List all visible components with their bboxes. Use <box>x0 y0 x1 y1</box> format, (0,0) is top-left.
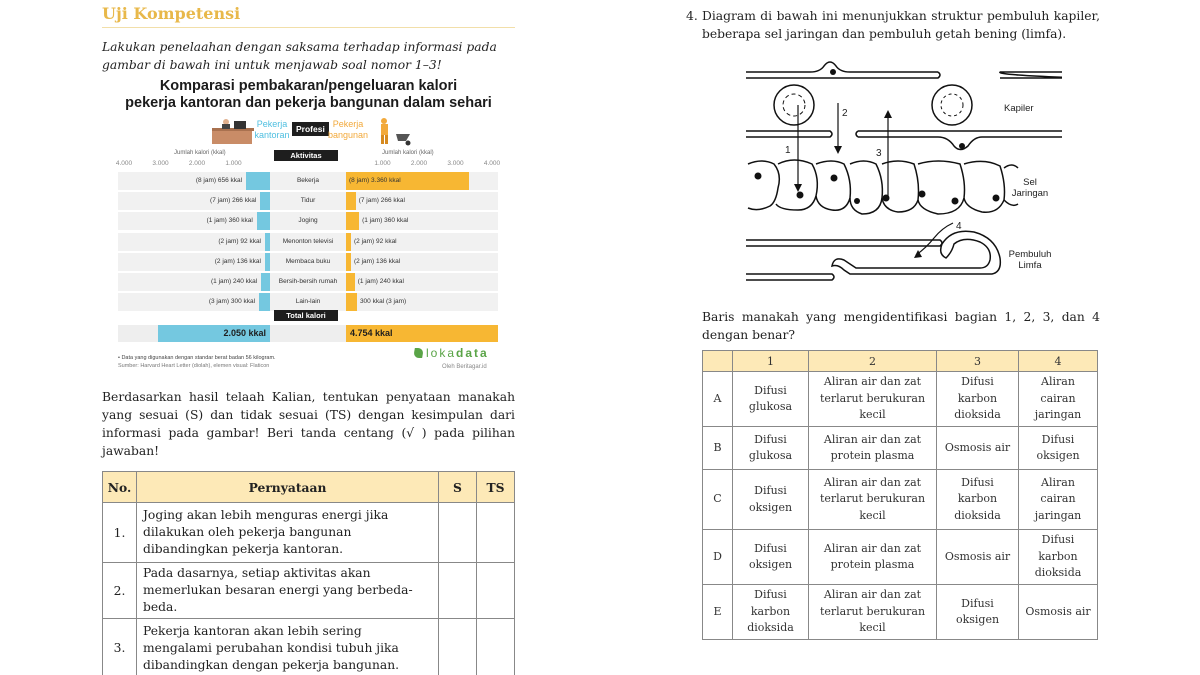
legend-office-line1: Pekerja <box>256 119 288 129</box>
row-number: 2. <box>103 563 137 619</box>
checkbox-s[interactable] <box>439 619 477 675</box>
office-worker-icon <box>212 118 254 144</box>
row-statement: Joging akan lebih menguras energi jika dilakukan oleh pekerja bangunan dibandingkan pekerja kantoran. <box>137 503 439 563</box>
data-label-office-2: (1 jam) 360 kkal <box>206 217 253 225</box>
row-statement: Pekerja kantoran akan lebih sering mengalami perubahan kondisi tubuh jika dibandingkan dengan pekerja bangunan. <box>137 619 439 675</box>
activity-label-1: Tidur <box>300 197 316 205</box>
data-label-construction-2: (1 jam) 360 kkal <box>362 217 409 225</box>
question-text: Berdasarkan hasil telaah Kalian, tentukan penyataan manakah yang sesuai (S) dan tidak sesuai (TS) dengan kesimpulan dari informasi pada gambar! Beri tanda centang (√ ) pada pilihan jawaban! <box>102 390 515 458</box>
tick-label-l-3000: 3.000 <box>152 160 169 167</box>
bar-office-0 <box>246 172 270 190</box>
option-cell-4: Aliran cairan jaringan <box>1019 372 1098 427</box>
table-row <box>103 503 515 563</box>
option-cell-2: Aliran air dan zat terlarut berukuran kecil <box>809 372 937 427</box>
label-limfa-line1: Pembuluh <box>1008 249 1052 260</box>
option-cell-1: Difusi karbon dioksida <box>733 585 809 640</box>
option-cell-1: Difusi glukosa <box>733 427 809 470</box>
option-cell-1: Difusi oksigen <box>733 530 809 585</box>
question-4-prompt: Baris manakah yang mengidentifikasi bagian 1, 2, 3, dan 4 dengan benar? <box>702 310 1100 342</box>
option-cell-3: Osmosis air <box>937 530 1019 585</box>
activity-label-0: Bekerja <box>296 177 320 184</box>
bar-construction-2 <box>346 212 359 230</box>
answer-option-row-b[interactable] <box>703 427 1098 470</box>
option-cell-4: Aliran cairan jaringan <box>1019 470 1098 530</box>
label-sel-line2: Jaringan <box>1011 188 1049 199</box>
checkbox-s[interactable] <box>439 563 477 619</box>
option-cell-4: Difusi oksigen <box>1019 427 1098 470</box>
bar-office-3 <box>265 233 270 251</box>
data-label-construction-6: 300 kkal (3 jam) <box>359 298 407 306</box>
total-row <box>118 325 498 342</box>
table-row <box>103 563 515 619</box>
answer-option-row-a[interactable] <box>703 372 1098 427</box>
data-label-construction-5: (1 jam) 240 kkal <box>357 278 404 285</box>
option-cell-1: Difusi glukosa <box>733 372 809 427</box>
tick-label-l-4000: 4.000 <box>115 160 133 167</box>
row-statement: Pada dasarnya, setiap aktivitas akan memerlukan besaran energi yang berbeda-beda. <box>137 563 439 619</box>
question-4 <box>686 0 1100 43</box>
header-blank <box>703 351 733 372</box>
logo-subtitle: Oleh Beritagar.id <box>442 364 487 370</box>
logo-text-bold: data <box>456 346 489 360</box>
option-cell-1: Difusi oksigen <box>733 470 809 530</box>
answer-table-body <box>703 372 1098 640</box>
header-3: 3 <box>937 351 1019 372</box>
header-ts: TS <box>477 472 515 503</box>
marker-4: 4 <box>956 221 962 232</box>
row-number: 1. <box>103 503 137 563</box>
option-cell-2: Aliran air dan zat terlarut berukuran kecil <box>809 585 937 640</box>
data-label-construction-4: (2 jam) 136 kkal <box>354 257 401 265</box>
infographic-title-line2: pekerja kantoran dan pekerja bangunan dalam sehari <box>125 95 492 111</box>
section-title: Uji Kompetensi <box>102 0 515 28</box>
left-page <box>102 0 515 675</box>
aktivitas-badge: Aktivitas <box>274 150 338 161</box>
total-bar-construction: 4.754 kkal <box>346 325 498 342</box>
total-bar-office: 2.050 kkal <box>158 325 270 342</box>
option-cell-3: Osmosis air <box>937 427 1019 470</box>
checkbox-ts[interactable] <box>477 619 515 675</box>
answer-table-header <box>703 351 1098 372</box>
header-pernyataan: Pernyataan <box>137 472 439 503</box>
legend-office-line2: kantoran <box>254 130 290 140</box>
tick-label-l-2000: 2.000 <box>188 160 206 167</box>
infographic-title-line1: Komparasi pembakaran/pengeluaran kalori <box>159 78 458 94</box>
option-cell-3: Difusi oksigen <box>937 585 1019 640</box>
marker-2: 2 <box>842 108 848 119</box>
bar-office-6 <box>259 293 270 311</box>
table-row <box>103 619 515 675</box>
marker-3: 3 <box>876 148 882 159</box>
checkbox-s[interactable] <box>439 503 477 563</box>
marker-1: 1 <box>785 145 791 156</box>
option-letter: D <box>703 530 733 585</box>
data-label-construction-0: (8 jam) 3.360 kkal <box>349 177 401 184</box>
option-letter: E <box>703 585 733 640</box>
option-cell-2: Aliran air dan zat protein plasma <box>809 427 937 470</box>
bar-office-2 <box>257 212 270 230</box>
chart-bars <box>118 172 498 307</box>
answer-option-row-e[interactable] <box>703 585 1098 640</box>
axis-title-right: Jumlah kalori (kkal) <box>382 150 434 156</box>
checkbox-ts[interactable] <box>477 503 515 563</box>
header-2: 2 <box>809 351 937 372</box>
activity-label-3: Menonton televisi <box>282 237 334 245</box>
bar-construction-3 <box>346 233 351 251</box>
legend-construction-line2: bangunan <box>328 130 369 140</box>
header-s: S <box>439 472 477 503</box>
activity-label-6: Lain-lain <box>295 298 321 306</box>
intro-instruction: Lakukan penelaahan dengan saksama terhadap informasi pada gambar di bawah ini untuk menjawab soal nomor 1–3! <box>102 40 497 72</box>
lokadata-logo <box>414 346 489 360</box>
row-number: 3. <box>103 619 137 675</box>
activity-label-4: Membaca buku <box>285 257 331 265</box>
tick-label-r-1000: 1.000 <box>374 160 391 167</box>
infographic-title <box>102 78 515 112</box>
capillary-diagram <box>742 58 1062 288</box>
data-note: • Data yang digunakan dengan standar berat badan 56 kilogram. <box>118 355 276 361</box>
lymph-wall-top <box>746 240 942 246</box>
answer-option-row-c[interactable] <box>703 470 1098 530</box>
data-label-office-0: (8 jam) 656 kkal <box>195 177 243 184</box>
header-4: 4 <box>1019 351 1098 372</box>
bar-office-1 <box>260 192 270 210</box>
bar-construction-4 <box>346 253 351 271</box>
legend-construction-line1: Pekerja <box>332 119 364 129</box>
tick-label-r-3000: 3.000 <box>447 160 464 167</box>
option-cell-4: Difusi karbon dioksida <box>1019 530 1098 585</box>
activity-label-2: Joging <box>298 217 318 225</box>
option-letter: A <box>703 372 733 427</box>
label-pembuluh-limfa <box>1002 249 1058 271</box>
answer-options-table <box>702 350 1098 640</box>
question-4-text: Diagram di bawah ini menunjukkan struktur pembuluh kapiler, beberapa sel jaringan dan pembuluh getah bening (limfa). <box>702 9 1100 41</box>
option-cell-3: Difusi karbon dioksida <box>937 372 1019 427</box>
capillary-wall-top <box>746 62 938 72</box>
label-sel-line1: Sel <box>1023 177 1037 188</box>
profesi-badge: Profesi <box>292 122 329 136</box>
header-1: 1 <box>733 351 809 372</box>
bar-construction-5 <box>346 273 355 291</box>
statement-table <box>102 471 515 675</box>
data-label-office-4: (2 jam) 136 kkal <box>214 257 261 265</box>
tick-label-r-4000: 4.000 <box>483 160 501 167</box>
bar-office-4 <box>265 253 270 271</box>
option-letter: C <box>703 470 733 530</box>
logo-text-light: loka <box>426 346 457 360</box>
axis-title-left: Jumlah kalori (kkal) <box>174 150 226 156</box>
data-label-office-5: (1 jam) 240 kkal <box>211 278 258 285</box>
bar-construction-6 <box>346 293 357 311</box>
label-kapiler: Kapiler <box>1004 103 1034 114</box>
option-cell-2: Aliran air dan zat terlarut berukuran kecil <box>809 470 937 530</box>
data-label-office-6: (3 jam) 300 kkal <box>208 298 256 306</box>
construction-worker-icon <box>372 116 414 146</box>
data-source: Sumber: Harvard Heart Letter (diolah), elemen visual: Flaticon <box>118 363 270 369</box>
legend-office-worker <box>252 119 292 141</box>
option-letter: B <box>703 427 733 470</box>
option-cell-2: Aliran air dan zat protein plasma <box>809 530 937 585</box>
right-page <box>686 0 1100 635</box>
data-label-office-3: (2 jam) 92 kkal <box>218 237 261 245</box>
label-limfa-line2: Limfa <box>1018 260 1042 271</box>
tick-label-l-1000: 1.000 <box>225 160 242 167</box>
capillary-wall-bottom <box>746 131 832 137</box>
profession-legend <box>102 116 515 146</box>
answer-option-row-d[interactable] <box>703 530 1098 585</box>
data-label-office-1: (7 jam) 266 kkal <box>210 197 257 205</box>
statement-table-header <box>103 472 515 503</box>
option-cell-4: Osmosis air <box>1019 585 1098 640</box>
calorie-infographic <box>102 78 515 388</box>
legend-construction-worker <box>328 119 368 141</box>
leaf-icon <box>413 348 424 358</box>
header-no: No. <box>103 472 137 503</box>
tick-label-r-2000: 2.000 <box>410 160 428 167</box>
bar-office-5 <box>261 273 270 291</box>
bar-construction-1 <box>346 192 356 210</box>
total-kalori-badge: Total kalori <box>274 310 338 321</box>
data-label-construction-1: (7 jam) 266 kkal <box>358 197 405 205</box>
data-label-construction-3: (2 jam) 92 kkal <box>354 237 397 245</box>
activity-label-5: Bersih-bersih rumah <box>278 278 338 285</box>
question-number: 4. <box>686 9 698 23</box>
label-sel-jaringan <box>1006 177 1054 199</box>
option-cell-3: Difusi karbon dioksida <box>937 470 1019 530</box>
checkbox-ts[interactable] <box>477 563 515 619</box>
